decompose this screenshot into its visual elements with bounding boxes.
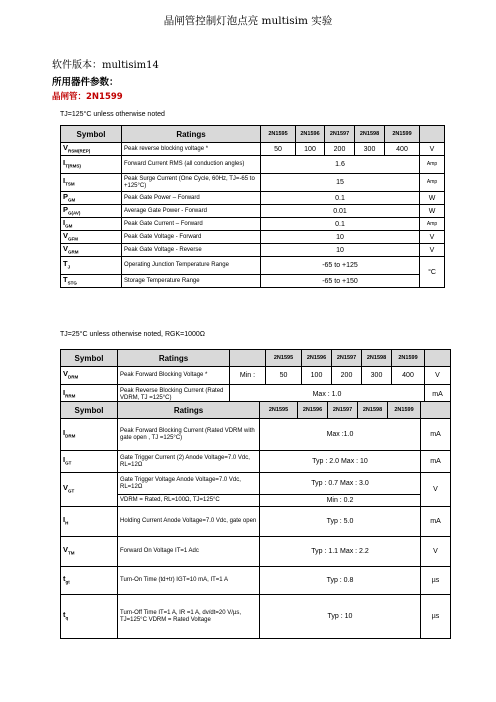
symbol-header: Symbol — [61, 402, 118, 419]
row-value: 400 — [385, 143, 420, 156]
row-value: 50 — [266, 367, 302, 385]
row-unit: V — [420, 244, 445, 257]
row-value: 15 — [261, 174, 420, 192]
table-row — [61, 507, 451, 537]
table-header — [61, 126, 445, 143]
row-value: 200 — [325, 143, 355, 156]
table-row — [61, 205, 445, 218]
params-heading: 所用器件参数： — [52, 77, 119, 88]
row-value: 10 — [261, 231, 420, 244]
part-number: 2N1598 — [355, 126, 385, 143]
part-number: 2N1596 — [302, 350, 332, 367]
row-desc: Peak Gate Voltage - Forward — [122, 231, 261, 244]
row-symbol: $I_{T(RMS)}$ — [61, 156, 122, 174]
row-unit: Amp — [420, 156, 445, 174]
row-desc: Forward On Voltage IT=1 Adc — [118, 537, 260, 567]
row-unit: mA — [425, 385, 451, 405]
part-number: 2N1598 — [362, 350, 392, 367]
row-value: Max : 1.0 — [230, 385, 425, 405]
table-row — [61, 218, 445, 231]
ratings-header: Ratings — [118, 402, 260, 419]
row-prefix: Min : — [230, 367, 266, 385]
row-value: Max :1.0 — [260, 419, 421, 451]
part-number: 2N1597 — [328, 402, 358, 419]
ratings-header: Ratings — [118, 350, 230, 367]
row-unit: mA — [421, 507, 451, 537]
row-unit: W — [420, 205, 445, 218]
off-characteristics-table — [60, 349, 451, 405]
row-desc: Peak reverse blocking voltage * — [122, 143, 261, 156]
table-row — [61, 567, 451, 595]
row-desc: Peak Forward Blocking Current (Rated VDRM with gate open , TJ =125°C) — [118, 419, 260, 451]
row-desc: VDRM = Rated, RL=100Ω, TJ=125°C — [118, 495, 260, 507]
row-symbol: $P_{G(AV)}$ — [61, 205, 122, 218]
part-number: 2N1597 — [325, 126, 355, 143]
row-unit: W — [420, 192, 445, 205]
part-number: 2N1595 — [266, 350, 302, 367]
row-symbol: $V_{RSM(REP)}$ — [61, 143, 122, 156]
row-unit: mA — [421, 451, 451, 473]
table-row — [61, 451, 451, 473]
software-version: 软件版本：multisim14 — [52, 60, 159, 71]
ratings-header: Ratings — [122, 126, 261, 143]
row-desc: Gate Trigger Voltage Anode Voltage=7.0 Vdc, RL=12Ω — [118, 473, 260, 495]
symbol-header: Symbol — [61, 126, 122, 143]
row-unit: V — [421, 537, 451, 567]
table-row — [61, 367, 451, 385]
row-desc: Peak Surge Current (One Cycle, 60Hz, TJ=-65 to +125°C) — [122, 174, 261, 192]
row-value: Typ : 5.0 — [260, 507, 421, 537]
row-symbol: $V_{GRM}$ — [61, 244, 122, 257]
row-desc: Turn-Off Time IT=1 A, IR =1 A, dv/dt=20 V/µs, TJ=125°C VDRM = Rated Voltage — [118, 595, 260, 639]
table2-condition: TJ=25°C unless otherwise noted, RGK=1000Ω — [60, 331, 206, 338]
row-unit: µs — [421, 595, 451, 639]
row-unit: V — [425, 367, 451, 385]
part-number: 2N1599 — [392, 350, 425, 367]
table-row — [61, 156, 445, 174]
row-value: 50 — [261, 143, 296, 156]
part-number: 2N1595 — [261, 126, 296, 143]
row-value: -65 to +150 — [261, 275, 420, 288]
row-desc: Average Gate Power - Forward — [122, 205, 261, 218]
row-symbol: $P_{GM}$ — [61, 192, 122, 205]
table1-condition: TJ=125°C unless otherwise noted — [60, 111, 165, 118]
row-desc: Operating Junction Temperature Range — [122, 257, 261, 275]
part-number: 2N1597 — [332, 350, 362, 367]
row-value: Typ : 10 — [260, 595, 421, 639]
table-row — [61, 595, 451, 639]
table-row — [61, 419, 451, 451]
row-symbol: $I_{TSM}$ — [61, 174, 122, 192]
row-value: 0.1 — [261, 218, 420, 231]
row-desc: Peak Gate Voltage - Reverse — [122, 244, 261, 257]
table-row — [61, 473, 451, 495]
on-characteristics-table — [60, 401, 451, 639]
row-value: Typ : 1.1 Max : 2.2 — [260, 537, 421, 567]
row-unit: V — [421, 473, 451, 507]
part-number: 2N1595 — [260, 402, 298, 419]
row-value: Typ : 2.0 Max : 10 — [260, 451, 421, 473]
row-unit: V — [420, 231, 445, 244]
table-row — [61, 275, 445, 288]
row-symbol: $V_{GT}$ — [61, 473, 118, 507]
row-desc: Forward Current RMS (all conduction angles) — [122, 156, 261, 174]
row-unit: °C — [420, 257, 445, 288]
table-row — [61, 257, 445, 275]
row-symbol: $I_H$ — [61, 507, 118, 537]
row-desc: Storage Temperature Range — [122, 275, 261, 288]
row-desc: Peak Gate Power – Forward — [122, 192, 261, 205]
table-row — [61, 174, 445, 192]
part-number: 2N1596 — [298, 402, 328, 419]
page-title: 晶闸管控制灯泡点亮 multisim 实验 — [163, 15, 333, 27]
row-value: -65 to +125 — [261, 257, 420, 275]
row-value: 0.1 — [261, 192, 420, 205]
table-header — [61, 350, 451, 367]
part-number: 2N1596 — [296, 126, 325, 143]
row-value: 100 — [296, 143, 325, 156]
table-header — [61, 402, 451, 419]
row-value: 1.6 — [261, 156, 420, 174]
row-value: 200 — [332, 367, 362, 385]
part-number: 2N1599 — [385, 126, 420, 143]
table-row — [61, 231, 445, 244]
row-value: 300 — [355, 143, 385, 156]
row-value: 300 — [362, 367, 392, 385]
row-value: 0.01 — [261, 205, 420, 218]
row-unit: Amp — [420, 218, 445, 231]
row-desc: Turn-On Time (td+tr) IGT=10 mA, IT=1 A — [118, 567, 260, 595]
part-number: 2N1599 — [388, 402, 421, 419]
part-number: 2N1598 — [358, 402, 388, 419]
table-row — [61, 143, 445, 156]
row-symbol: $I_{DRM}$ — [61, 419, 118, 451]
row-desc: Peak Gate Current – Forward — [122, 218, 261, 231]
row-unit: Amp — [420, 174, 445, 192]
row-value: Typ : 0.8 — [260, 567, 421, 595]
row-unit: mA — [421, 419, 451, 451]
row-value: Typ : 0.7 Max : 3.0 — [260, 473, 421, 495]
row-symbol: $I_{RRM}$ — [61, 385, 118, 405]
row-desc: Gate Trigger Current (2) Anode Voltage=7.0 Vdc, RL=12Ω — [118, 451, 260, 473]
row-value: 400 — [392, 367, 425, 385]
table-row — [61, 495, 451, 507]
row-unit: µs — [421, 567, 451, 595]
row-symbol: $I_{GM}$ — [61, 218, 122, 231]
table-row — [61, 192, 445, 205]
row-desc: Holding Current Anode Voltage=7.0 Vdc, gate open — [118, 507, 260, 537]
row-symbol: $V_{GFM}$ — [61, 231, 122, 244]
row-value: 10 — [261, 244, 420, 257]
row-desc: Peak Reverse Blocking Current (Rated VDRM, TJ =125°C) — [118, 385, 230, 405]
row-value: Min : 0.2 — [260, 495, 421, 507]
row-symbol: $V_{DRM}$ — [61, 367, 118, 385]
row-symbol: $t_q$ — [61, 595, 118, 639]
table-row — [61, 537, 451, 567]
row-symbol: $T_{STG}$ — [61, 275, 122, 288]
row-symbol: $T_J$ — [61, 257, 122, 275]
row-symbol: $t_{gt}$ — [61, 567, 118, 595]
max-ratings-table — [60, 125, 445, 288]
row-symbol: $I_{GT}$ — [61, 451, 118, 473]
row-value: 100 — [302, 367, 332, 385]
row-desc: Peak Forward Blocking Voltage * — [118, 367, 230, 385]
row-symbol: $V_{TM}$ — [61, 537, 118, 567]
row-unit: V — [420, 143, 445, 156]
symbol-header: Symbol — [61, 350, 118, 367]
table-row — [61, 244, 445, 257]
thyristor-label: 晶闸管：2N1599 — [52, 92, 123, 102]
